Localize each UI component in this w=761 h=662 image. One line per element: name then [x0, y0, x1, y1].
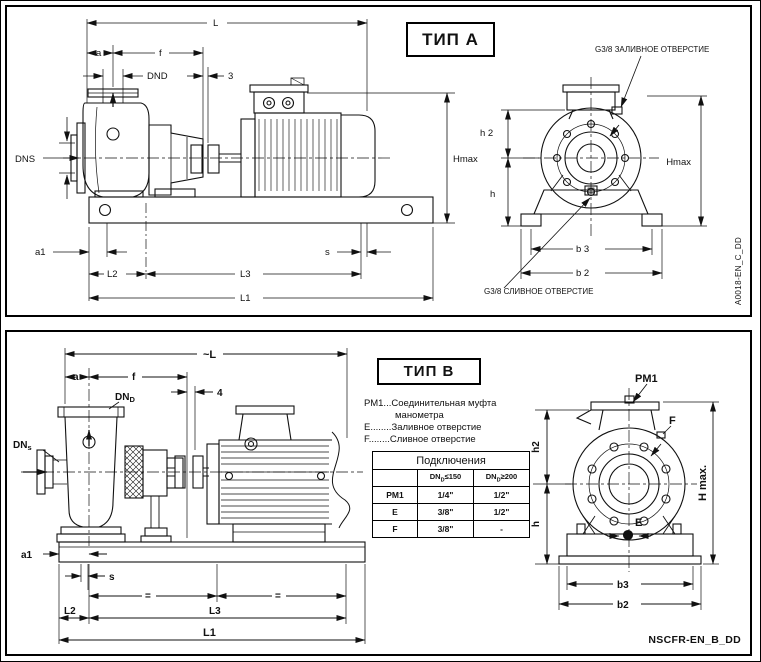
label-e-plug: E: [635, 517, 643, 529]
bearing-housing: [149, 125, 203, 195]
baseplate-hole-right: [402, 205, 413, 216]
dim-label-b3-b: b3: [617, 580, 629, 591]
discharge-flange-b: [58, 407, 124, 417]
break-line: [332, 432, 350, 528]
motor-body: [255, 113, 341, 197]
dimension-lines: [43, 23, 701, 298]
e-small-value: 3/8": [418, 504, 474, 521]
dim-label-l3-b: L3: [209, 606, 221, 617]
coupling-half-pump: [191, 145, 202, 173]
dim-label-l3: L3: [240, 269, 251, 280]
pump-foot-b: [61, 527, 121, 534]
type-a-title: [406, 22, 495, 57]
e-plug-mark: [624, 531, 633, 540]
motor-body-b: [219, 440, 332, 524]
dim-label-hmax-b: H max.: [697, 464, 709, 502]
dim-label-dnd-b: $DN_D$: [115, 392, 135, 404]
table-col-dn200: $DN_D\ge 200$: [474, 470, 530, 487]
terminal-box-b: [236, 406, 294, 414]
dim-label-hmax-side: Hmax: [453, 154, 478, 165]
connections-table: [372, 451, 530, 538]
table-col-dn150: $DN_D\le 150$: [418, 470, 474, 487]
table-row: [373, 504, 530, 521]
f-large-value: -: [474, 521, 530, 538]
row-label-pm1: PM1: [373, 487, 418, 504]
bearing-housing-b: [143, 450, 167, 496]
dim-label-s: s: [325, 247, 330, 258]
legend-line-pm1-cont: манометра: [395, 410, 444, 421]
table-row: [373, 487, 530, 504]
pm1-small-value: 1/4": [418, 487, 474, 504]
dim-label-eq1: =: [145, 591, 151, 602]
type-b-title: [377, 358, 481, 385]
dim-label-b2-b: b2: [617, 600, 629, 611]
extension-lines: [59, 19, 710, 301]
dim-label-l: L: [213, 18, 219, 29]
panel-type-b: [5, 330, 752, 656]
foot-left: [521, 214, 541, 226]
pump-front-view: [521, 77, 662, 239]
dim-label-b2: b 2: [576, 268, 590, 279]
dim-label-a1-b: a1: [21, 550, 33, 561]
fan-cover: [341, 115, 375, 197]
pump-side-view: [63, 78, 433, 223]
dim-label-l2-b: L2: [64, 606, 76, 617]
terminal-box-lid: [250, 85, 308, 92]
table-row: [373, 521, 530, 538]
row-label-e: E: [373, 504, 418, 521]
dim-label-s-b: s: [109, 572, 115, 583]
type-a-title-text: ТИП A: [422, 29, 479, 49]
dim-label-eq2: =: [275, 591, 281, 602]
label-pm1: PM1: [635, 373, 658, 385]
f-small-value: 3/8": [418, 521, 474, 538]
dim-label-a1: a1: [35, 247, 46, 258]
motor-fins-b: [221, 446, 329, 518]
fill-note: G3/8 ЗАЛИВНОЕ ОТВЕРСТИЕ: [595, 45, 710, 54]
dim-label-h-b: h: [531, 520, 542, 528]
centerlines-b: [21, 368, 363, 546]
dim-label-l-b: ~L: [203, 349, 217, 361]
dim-label-dns-b: $DN_s$: [13, 440, 32, 452]
baseplate-b: [59, 542, 365, 562]
pm1-leader: [633, 384, 647, 402]
drain-note: G3/8 СЛИВНОЕ ОТВЕРСТИЕ: [484, 287, 594, 296]
dim-label-h2-b: h2: [531, 441, 542, 453]
fill-leader: [621, 56, 641, 107]
dim-label-4: 4: [217, 388, 223, 399]
casing-plug: [107, 128, 119, 140]
row-label-f: F: [373, 521, 418, 538]
dim-label-f: f: [159, 48, 162, 59]
dim-label-a-b: a: [73, 372, 79, 383]
label-f-plug: F: [669, 415, 676, 427]
dim-label-h2: h 2: [480, 128, 494, 139]
support-foot: [145, 528, 167, 536]
coupling-half-motor: [208, 145, 219, 173]
dim-label-a: a: [96, 48, 102, 59]
dim-label-b3: b 3: [576, 244, 590, 255]
motor-feet-b: [233, 524, 325, 542]
pm1-large-value: 1/2": [474, 487, 530, 504]
panel-type-a: [5, 5, 752, 317]
dimension-labels-b: [13, 349, 709, 639]
motor-shield-b: [207, 444, 219, 524]
type-b-title-text: ТИП B: [403, 363, 455, 380]
base-flange-b: [559, 556, 701, 564]
volute-casing: [83, 103, 149, 197]
legend-line-e: Е........Заливное отверстие: [364, 422, 482, 433]
legend: [364, 398, 574, 446]
baseplate-hole-left: [100, 205, 111, 216]
baseplate: [89, 197, 433, 223]
legend-line-pm1: РМ1...Соединительная муфта: [364, 398, 497, 409]
pump-front-view-b: [559, 388, 701, 572]
e-large-value: 1/2": [474, 504, 530, 521]
dim-label-dns: DNS: [15, 154, 36, 165]
dim-label-dnd: DND: [147, 71, 168, 82]
type-a-drawing: [7, 7, 750, 315]
dim-label-l1-b: L1: [203, 627, 216, 639]
dim-label-f-b: f: [132, 372, 136, 383]
drawing-code-b: NSCFR-EN_B_DD: [648, 634, 741, 646]
drawing-code-a: A0018-EN_C_DD: [734, 236, 743, 306]
dim-label-l2: L2: [107, 269, 118, 280]
dim-label-h: h: [490, 189, 496, 200]
dim-label-l1: L1: [240, 293, 251, 304]
dimension-labels: [15, 18, 743, 305]
motor-fins: [259, 119, 337, 191]
terminal-box: [254, 92, 304, 113]
legend-line-f: F........Сливное отверстие: [364, 434, 476, 445]
pump-side-view-b: [21, 368, 365, 562]
dim-label-3: 3: [228, 71, 234, 82]
dim-label-hmax-front: Hmax: [666, 157, 691, 168]
table-corner-cell: [373, 470, 418, 487]
foot-right: [642, 214, 662, 226]
connections-table-title: Подключения: [373, 452, 530, 470]
